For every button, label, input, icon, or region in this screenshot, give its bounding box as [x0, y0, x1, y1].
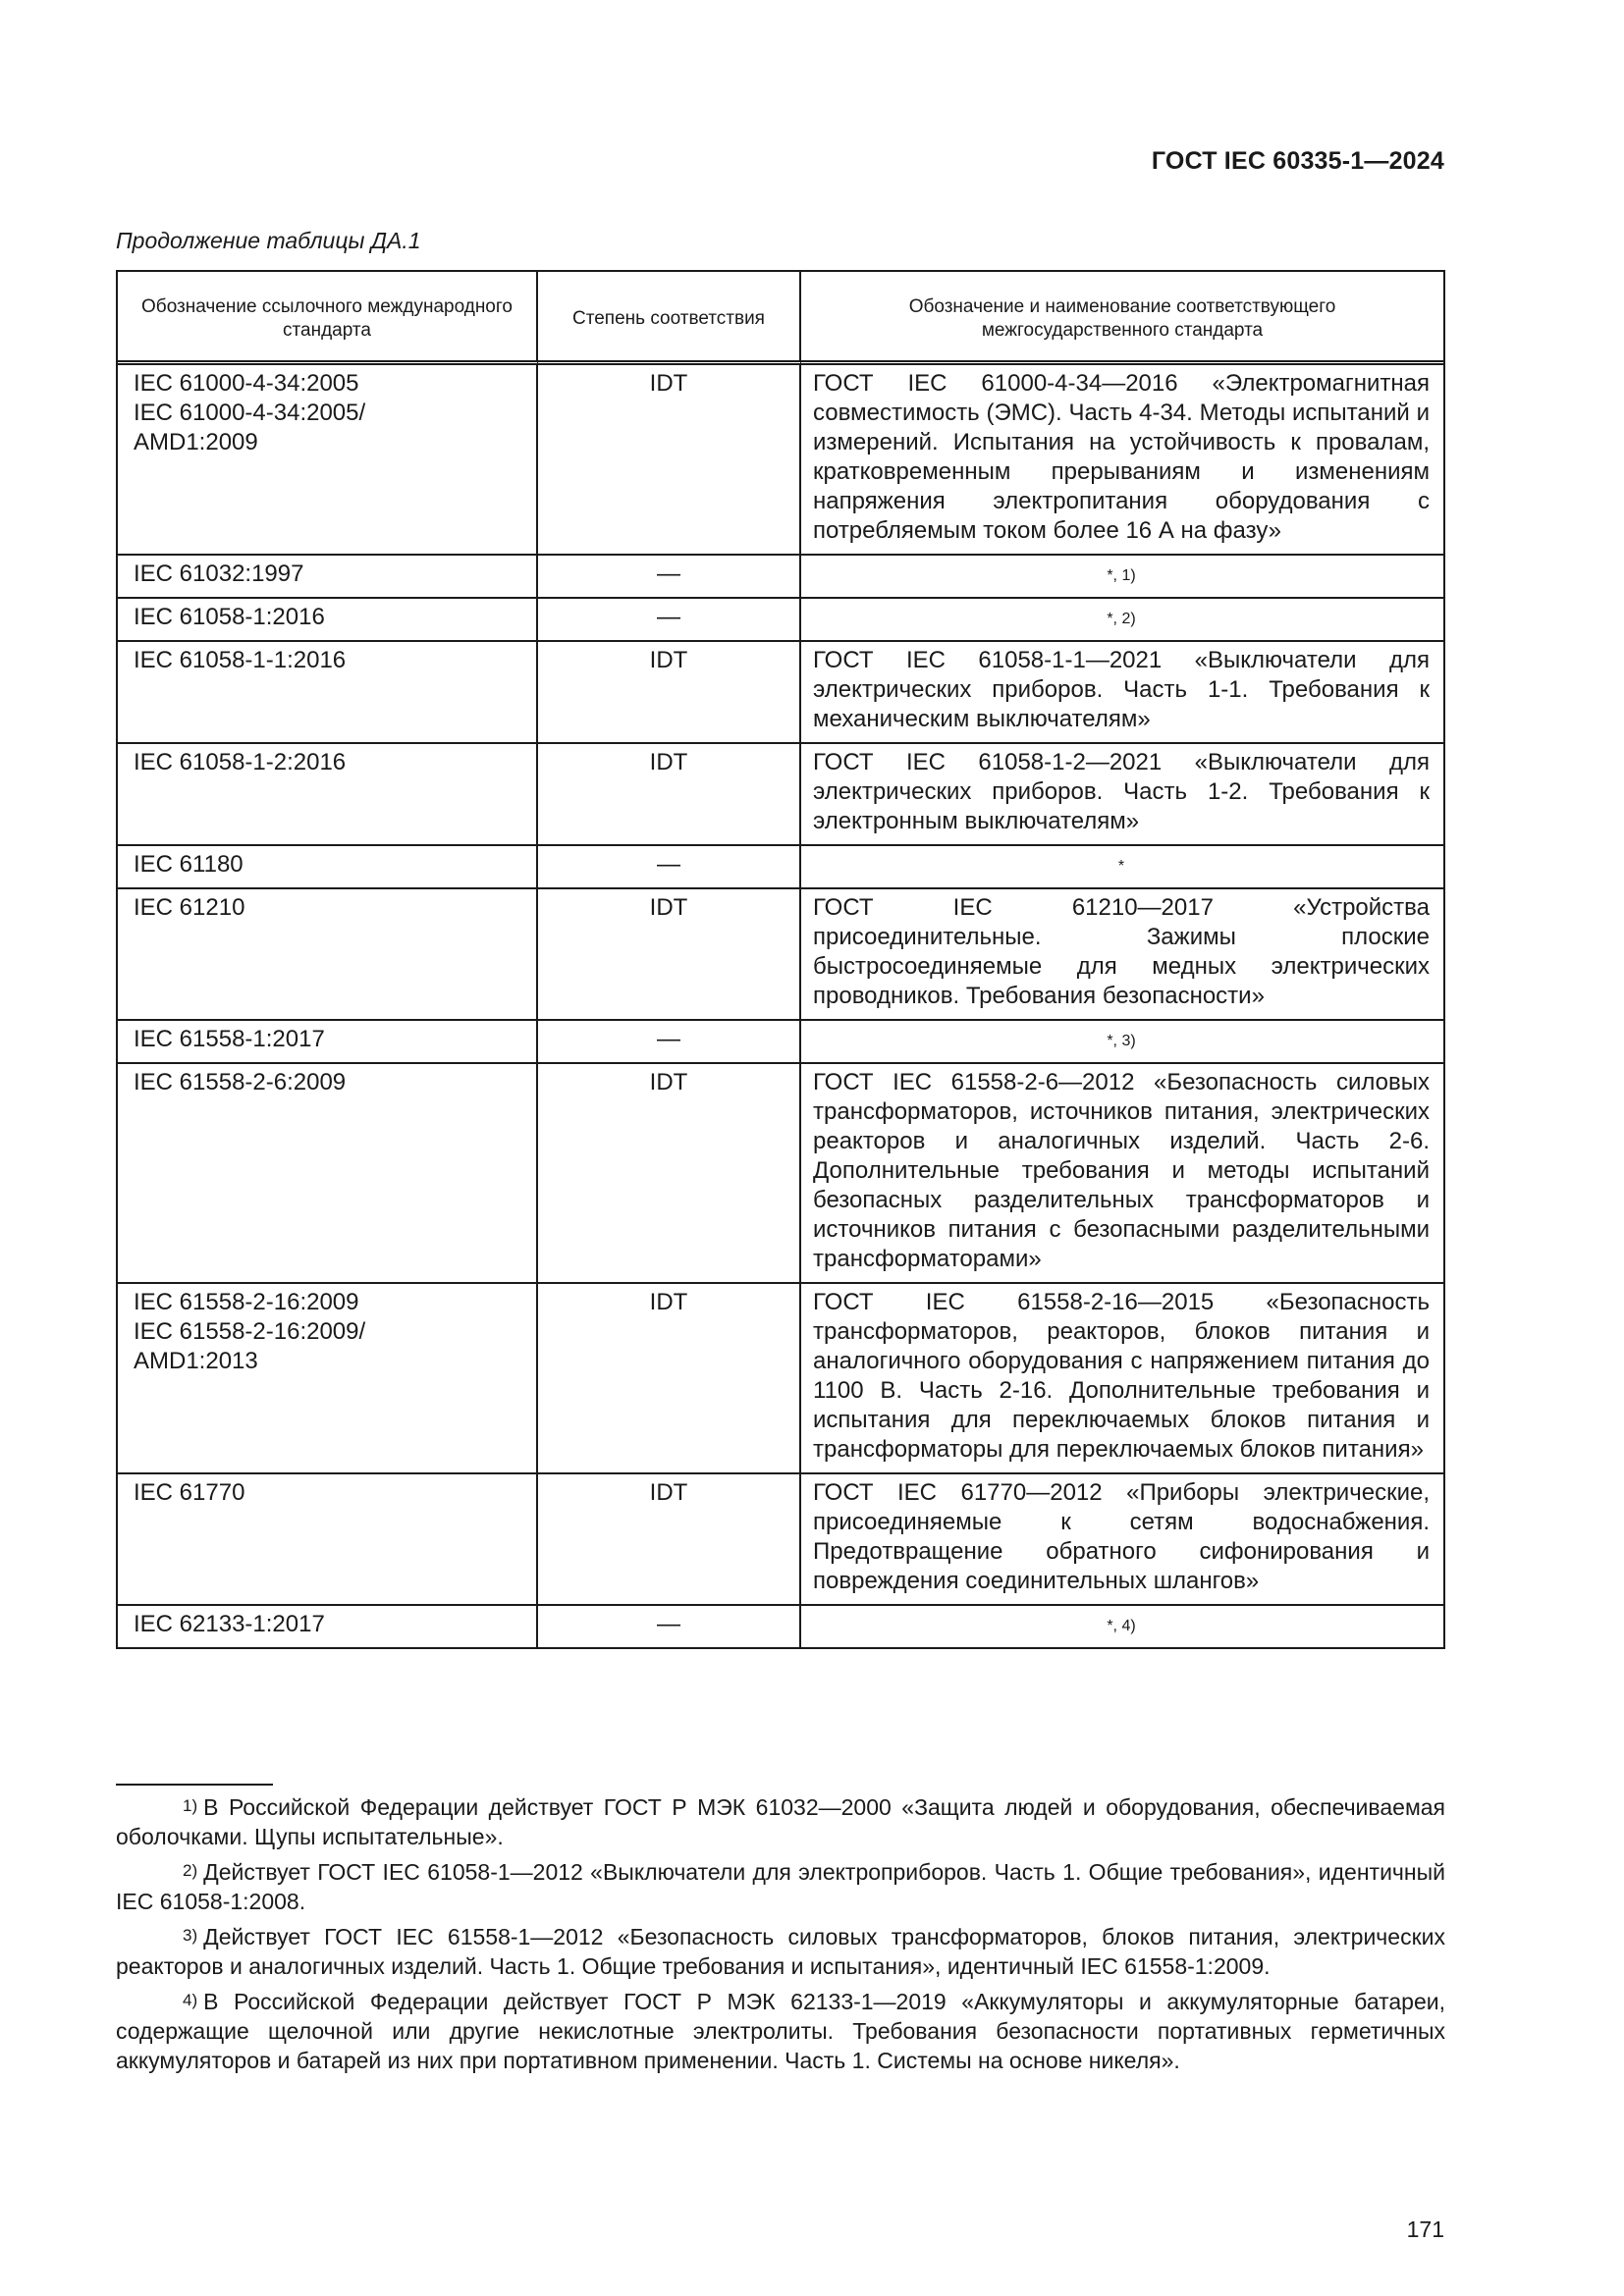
degree-cell: IDT — [538, 889, 801, 1021]
column-header-interstate-standard: Обозначение и наименование соответствующего межгосударственного стандарта — [801, 272, 1443, 365]
international-standard-cell: IEC 61558-2-16:2009 IEC 61558-2-16:2009/ AMD1:2013 — [118, 1284, 538, 1474]
interstate-standard-cell — [801, 846, 1443, 889]
international-standard-cell: IEC 62133-1:2017 — [118, 1606, 538, 1647]
footnote-number: 4) — [183, 1991, 198, 2009]
footnote-mark: *, 3) — [1107, 1033, 1136, 1049]
footnotes — [116, 1792, 1445, 2081]
table-row — [118, 365, 1443, 556]
footnote-mark: *, 4) — [1107, 1618, 1136, 1634]
international-standard-cell: IEC 61000-4-34:2005 IEC 61000-4-34:2005/ AMD1:2009 — [118, 365, 538, 556]
footnote — [116, 1857, 1445, 1916]
degree-cell: IDT — [538, 365, 801, 556]
international-standard-cell: IEC 61058-1-1:2016 — [118, 642, 538, 744]
international-standard-cell: IEC 61210 — [118, 889, 538, 1021]
degree-cell: — — [538, 1606, 801, 1647]
table-header-row — [118, 272, 1443, 365]
table-row — [118, 744, 1443, 846]
table-row — [118, 889, 1443, 1021]
table-row — [118, 1021, 1443, 1064]
column-header-international-standard: Обозначение ссылочного международного стандарта — [118, 272, 538, 365]
footnote-mark: *, 2) — [1107, 611, 1136, 627]
international-standard-cell: IEC 61058-1:2016 — [118, 599, 538, 642]
interstate-standard-cell — [801, 1606, 1443, 1647]
international-standard-cell: IEC 61770 — [118, 1474, 538, 1606]
footnote-text: В Российской Федерации действует ГОСТ Р МЭК 62133-1—2019 «Аккумуляторы и аккумуляторные батареи, содержащие щелочной или другие некислотные электролиты. Требования безопасности портативных герметичных аккумуляторов и батарей из них при портативном применении. Часть 1. Системы на основе никеля». — [116, 1989, 1445, 2073]
footnote — [116, 1922, 1445, 1981]
international-standard-cell: IEC 61558-2-6:2009 — [118, 1064, 538, 1284]
international-standard-cell: IEC 61558-1:2017 — [118, 1021, 538, 1064]
degree-cell: — — [538, 556, 801, 599]
table-row — [118, 1474, 1443, 1606]
international-standard-cell: IEC 61180 — [118, 846, 538, 889]
document-code: ГОСТ IEC 60335-1—2024 — [1151, 147, 1444, 175]
degree-cell: — — [538, 599, 801, 642]
degree-cell: IDT — [538, 1284, 801, 1474]
table-row — [118, 1606, 1443, 1647]
interstate-standard-cell: ГОСТ IEC 61210—2017 «Устройства присоединительные. Зажимы плоские быстросоединяемые для медных электрических проводников. Требования безопасности» — [801, 889, 1443, 1021]
table-row — [118, 599, 1443, 642]
table-row — [118, 846, 1443, 889]
footnote-text: В Российской Федерации действует ГОСТ Р МЭК 61032—2000 «Защита людей и оборудования, обеспечиваемая оболочками. Щупы испытательные». — [116, 1794, 1445, 1849]
footnote-text: Действует ГОСТ IEC 61558-1—2012 «Безопасность силовых трансформаторов, блоков питания, электрических реакторов и аналогичных изделий. Часть 1. Общие требования и испытания», идентичный IEC 61558-1:2009. — [116, 1924, 1445, 1979]
footnote-separator — [116, 1784, 273, 1786]
international-standard-cell: IEC 61032:1997 — [118, 556, 538, 599]
degree-cell: — — [538, 846, 801, 889]
table-row — [118, 556, 1443, 599]
table-caption: Продолжение таблицы ДА.1 — [116, 228, 421, 253]
interstate-standard-cell: ГОСТ IEC 61558-2-16—2015 «Безопасность трансформаторов, реакторов, блоков питания и аналогичного оборудования с напряжением питания до 1100 В. Часть 2-16. Дополнительные требования и испытания для переключаемых блоков питания и трансформаторы для переключаемых блоков питания» — [801, 1284, 1443, 1474]
degree-cell: IDT — [538, 1064, 801, 1284]
interstate-standard-cell — [801, 556, 1443, 599]
international-standard-cell: IEC 61058-1-2:2016 — [118, 744, 538, 846]
interstate-standard-cell: ГОСТ IEC 61058-1-2—2021 «Выключатели для электрических приборов. Часть 1-2. Требования к электронным выключателям» — [801, 744, 1443, 846]
interstate-standard-cell: ГОСТ IEC 61058-1-1—2021 «Выключатели для электрических приборов. Часть 1-1. Требования к механическим выключателям» — [801, 642, 1443, 744]
footnote-number: 1) — [183, 1796, 198, 1815]
degree-cell: IDT — [538, 642, 801, 744]
table-row — [118, 642, 1443, 744]
interstate-standard-cell: ГОСТ IEC 61770—2012 «Приборы электрические, присоединяемые к сетям водоснабжения. Предотвращение обратного сифонирования и повреждения соединительных шлангов» — [801, 1474, 1443, 1606]
interstate-standard-cell — [801, 599, 1443, 642]
page-number: 171 — [1406, 2216, 1444, 2242]
interstate-standard-cell: ГОСТ IEC 61000-4-34—2016 «Электромагнитная совместимость (ЭМС). Часть 4-34. Методы испытаний и измерений. Испытания на устойчивость к провалам, кратковременным прерываниям и изменениям напряжения электропитания оборудования с потребляемым током более 16 А на фазу» — [801, 365, 1443, 556]
footnote-text: Действует ГОСТ IEC 61058-1—2012 «Выключатели для электроприборов. Часть 1. Общие требования», идентичный IEC 61058-1:2008. — [116, 1859, 1445, 1914]
degree-cell: IDT — [538, 744, 801, 846]
interstate-standard-cell: ГОСТ IEC 61558-2-6—2012 «Безопасность силовых трансформаторов, источников питания, электрических реакторов и аналогичных изделий. Часть 2-6. Дополнительные требования и методы испытаний безопасных разделительных трансформаторов и источников питания с безопасными разделительными трансформаторами» — [801, 1064, 1443, 1284]
footnote-number: 2) — [183, 1861, 198, 1880]
table-row — [118, 1284, 1443, 1474]
column-header-degree: Степень соответствия — [538, 272, 801, 365]
degree-cell: IDT — [538, 1474, 801, 1606]
footnote-mark: * — [1117, 858, 1125, 875]
footnote-number: 3) — [183, 1926, 198, 1945]
table-body — [118, 365, 1443, 1647]
degree-cell: — — [538, 1021, 801, 1064]
footnote — [116, 1792, 1445, 1851]
footnote-mark: *, 1) — [1107, 567, 1136, 584]
footnote — [116, 1987, 1445, 2075]
interstate-standard-cell — [801, 1021, 1443, 1064]
table-row — [118, 1064, 1443, 1284]
reference-standards-table — [116, 270, 1445, 1649]
